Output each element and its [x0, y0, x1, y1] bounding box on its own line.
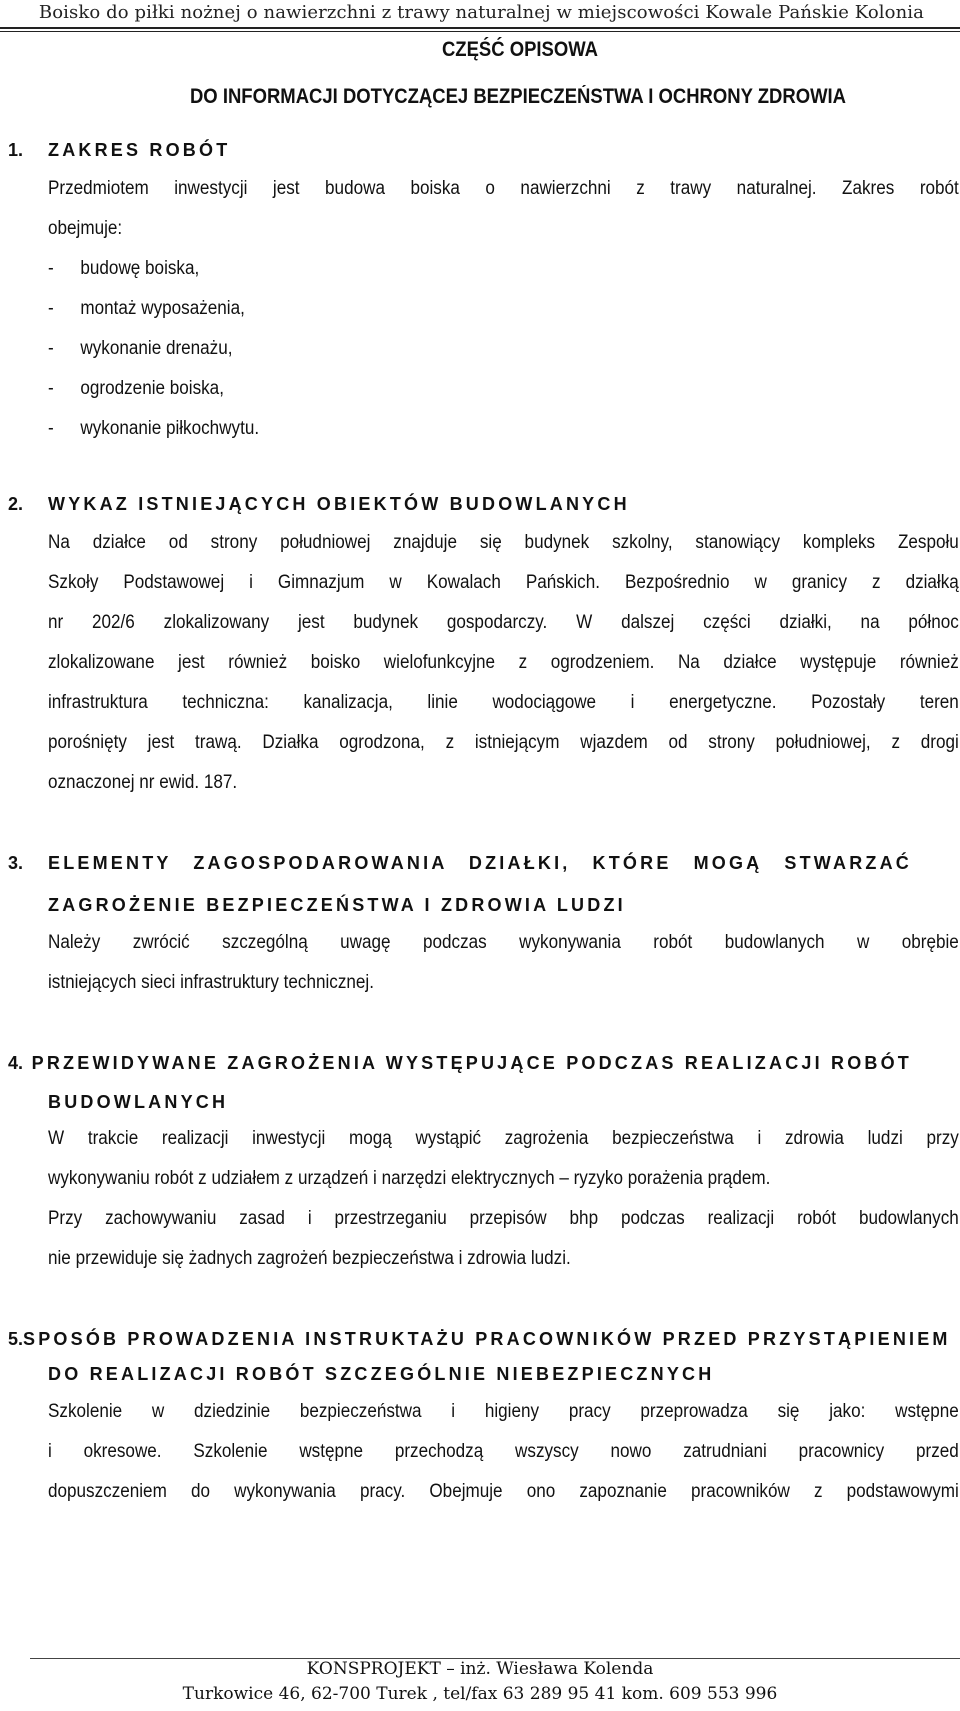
document-title: CZĘŚĆ OPISOWA	[441, 38, 599, 61]
list-item: - wykonanie drenażu,	[48, 338, 233, 359]
paragraph-line: W trakcie realizacji inwestycji mogą wystąpić zagrożenia bezpieczeństwa i zdrowia ludzi przy	[48, 1128, 959, 1149]
section-title: ZAKRES ROBÓT	[48, 140, 231, 160]
paragraph-line: istniejących sieci infrastruktury technicznej.	[48, 972, 374, 993]
header-rule-thin	[0, 31, 960, 32]
section-2-heading	[8, 494, 630, 515]
paragraph-line: Przedmiotem inwestycji jest budowa boiska o nawierzchni z trawy naturalnej. Zakres robót	[48, 178, 959, 199]
paragraph-line: dopuszczeniem do wykonywania pracy. Obejmuje ono zapoznanie pracowników z podstawowymi	[48, 1481, 959, 1502]
section-4-heading	[8, 1053, 912, 1074]
section-title: ELEMENTY ZAGOSPODAROWANIA DZIAŁKI, KTÓRE MOGĄ STWARZAĆ	[48, 853, 912, 873]
list-item: - montaż wyposażenia,	[48, 298, 245, 319]
paragraph-line: i okresowe. Szkolenie wstępne przechodzą wszyscy nowo zatrudniani pracownicy przed	[48, 1441, 959, 1462]
section-number: 5.	[8, 1329, 24, 1349]
paragraph-line: porośnięty jest trawą. Działka ogrodzona, z istniejącym wjazdem od strony południowej, z drogi	[48, 732, 959, 753]
paragraph-line: Przy zachowywaniu zasad i przestrzeganiu przepisów bhp podczas realizacji robót budowlanych	[48, 1208, 959, 1229]
list-item: - budowę boiska,	[48, 258, 200, 279]
section-title: PRZEWIDYWANE ZAGROŻENIA WYSTĘPUJĄCE PODCZAS REALIZACJI ROBÓT	[31, 1053, 912, 1073]
paragraph-line: nr 202/6 zlokalizowany jest budynek gospodarczy. W dalszej części działki, na północ	[48, 612, 959, 633]
section-title: WYKAZ ISTNIEJĄCYCH OBIEKTÓW BUDOWLANYCH	[48, 494, 630, 514]
paragraph-line: oznaczonej nr ewid. 187.	[48, 772, 238, 793]
section-title: SPOSÓB PROWADZENIA INSTRUKTAŻU PRACOWNIKÓW PRZED PRZYSTĄPIENIEM	[23, 1329, 951, 1349]
paragraph-line: Szkoły Podstawowej i Gimnazjum w Kowalach Pańskich. Bezpośrednio w granicy z działką	[48, 572, 959, 593]
section-1-heading	[8, 140, 230, 161]
paragraph-line: Na działce od strony południowej znajduje się budynek szkolny, stanowiący kompleks Zespołu	[48, 532, 959, 553]
section-number: 2.	[8, 494, 24, 514]
section-3-heading	[8, 853, 912, 874]
list-dash: -	[48, 378, 54, 399]
list-item: - wykonanie piłkochwytu.	[48, 418, 260, 439]
paragraph-line: wykonywaniu robót z udziałem z urządzeń i narzędzi elektrycznych – ryzyko porażenia prądem.	[48, 1168, 771, 1189]
list-dash: -	[48, 258, 54, 279]
paragraph-line: Należy zwrócić szczególną uwagę podczas wykonywania robót budowlanych w obrębie	[48, 932, 959, 953]
section-number: 1.	[8, 140, 24, 160]
list-dash: -	[48, 298, 54, 319]
section-5-heading-cont: DO REALIZACJI ROBÓT SZCZEGÓLNIE NIEBEZPIECZNYCH	[48, 1364, 715, 1384]
paragraph-line: nie przewiduje się żadnych zagrożeń bezpieczeństwa i zdrowia ludzi.	[48, 1248, 571, 1269]
section-3-heading-cont: ZAGROŻENIE BEZPIECZEŃSTWA I ZDROWIA LUDZI	[48, 895, 626, 915]
document-subtitle: DO INFORMACJI DOTYCZĄCEJ BEZPIECZEŃSTWA I OCHRONY ZDROWIA	[189, 85, 847, 108]
section-4-heading-cont: BUDOWLANYCH	[48, 1092, 229, 1112]
section-5-heading	[8, 1329, 951, 1350]
running-header	[0, 0, 960, 36]
footer-company: KONSPROJEKT – inż. Wiesława Kolenda	[306, 1659, 654, 1679]
running-header-title: Boisko do piłki nożnej o nawierzchni z trawy naturalnej w miejscowości Kowale Pańskie Kolonia	[38, 2, 924, 23]
list-dash: -	[48, 418, 54, 439]
list-item: - ogrodzenie boiska,	[48, 378, 224, 399]
section-number: 3.	[8, 853, 24, 873]
paragraph-line: obejmuje:	[48, 218, 123, 239]
header-rule	[0, 27, 960, 29]
section-number: 4.	[8, 1053, 24, 1073]
paragraph-line: infrastruktura techniczna: kanalizacja, linie wodociągowe i energetyczne. Pozostały teren	[48, 692, 959, 713]
paragraph-line: Szkolenie w dziedzinie bezpieczeństwa i higieny pracy przeprowadza się jako: wstępne	[48, 1401, 959, 1422]
list-dash: -	[48, 338, 54, 359]
footer-address: Turkowice 46, 62-700 Turek , tel/fax 63 289 95 41 kom. 609 553 996	[182, 1684, 778, 1704]
paragraph-line: zlokalizowane jest również boisko wielofunkcyjne z ogrodzeniem. Na działce występuje również	[48, 652, 959, 673]
